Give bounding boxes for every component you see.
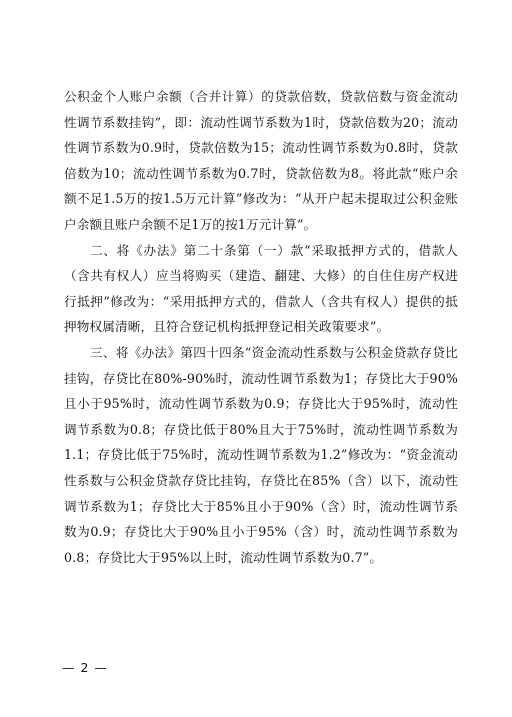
paragraph-article-three: 三、将《办法》第四十四条“资金流动性系数与公积金贷款存贷比挂钩，存贷比在80%-90%时，流动性调节系数为1；存贷比大于90%且小于95%时，流动性调节系数为0.9；存贷比大于95%时，流动性调节系数为0.8；存贷比低于80%且大于75%时，流动性调节系数为1.1；存贷比低于75%时，流动性调节系数为1.2”修改为：“资金流动性系数与公积金贷款存贷比挂钩，存贷比在85%（含）以下，流动性调节系数为1；存贷比大于85%且小于90%（含）时，流动性调节系数为0.9；存贷比大于90%且小于95%（含）时，流动性调节系数为0.8；存贷比大于95%以上时，流动性调节系数为0.7”。 — [64, 344, 458, 565]
paragraph-continuation: 公积金个人账户余额（合并计算）的贷款倍数，贷款倍数与资金流动性调节系数挂钩”，即：流动性调节系数为1时，贷款倍数为20；流动性调节系数为0.9时，贷款倍数为15；流动性调节系数为0.8时，贷款倍数为10；流动性调节系数为0.7时，贷款倍数为8。将此款“账户余额不足1.5万的按1.5万元计算”修改为：“从开户起未提取过公积金账户余额且账户余额不足1万的按1万元计算”。 — [64, 89, 458, 232]
paragraph-article-two: 二、将《办法》第二十条第（一）款“采取抵押方式的，借款人（含共有权人）应当将购买（建造、翻建、大修）的自住住房产权进行抵押”修改为：“采用抵押方式的，借款人（含共有权人）提供的抵押物权属清晰，且符合登记机构抵押登记相关政策要求”。 — [64, 242, 458, 335]
document-body — [64, 84, 458, 570]
page-number: — 2 — — [62, 660, 108, 675]
